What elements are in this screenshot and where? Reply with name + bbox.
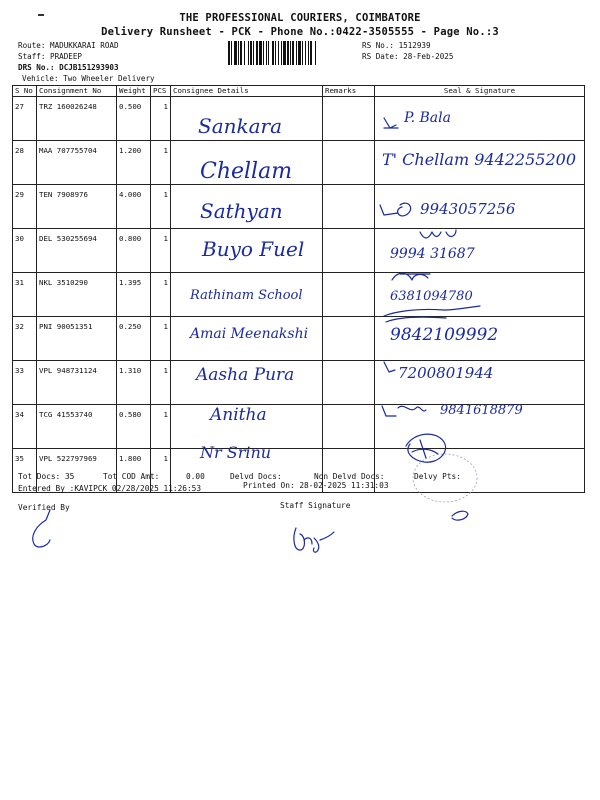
hw-consignee-7: Aasha Pura <box>196 365 295 385</box>
barcode-bar <box>305 41 306 65</box>
delvy-pts: Delvy Pts: <box>414 472 461 481</box>
barcode-bar <box>278 41 279 65</box>
tot-docs: Tot Docs: 35 <box>18 472 75 481</box>
cell-remarks <box>323 317 375 361</box>
hw-signature-1: P. Bala <box>404 110 451 126</box>
cell-consignee-details <box>171 97 323 141</box>
staff-text: Staff: PRADEEP <box>18 52 83 61</box>
cell-pcs: 1 <box>151 97 171 141</box>
non-delvd-docs: Non Delvd Docs: <box>314 472 385 481</box>
hw-signature-2: T' Chellam 9442255200 <box>382 150 576 169</box>
runsheet-table <box>12 85 585 493</box>
cell-sno: 28 <box>13 141 37 185</box>
barcode-bar <box>238 41 239 65</box>
hw-signature-3: 9943057256 <box>420 200 516 218</box>
cell-seal-signature <box>375 185 585 229</box>
cell-remarks <box>323 97 375 141</box>
hw-signature-6: 9842109992 <box>390 325 499 345</box>
cell-weight: 1.800 <box>117 449 151 493</box>
tot-cod-value: 0.00 <box>186 472 205 481</box>
barcode-bar <box>281 41 282 65</box>
barcode-bar <box>308 41 309 65</box>
drs-text: DRS No.: DCJB151293903 <box>18 63 119 72</box>
vehicle-text: Vehicle: Two Wheeler Delivery <box>22 74 155 83</box>
cell-weight: 0.580 <box>117 405 151 449</box>
cell-consignment-no: VPL 948731124 <box>37 361 117 405</box>
cell-pcs: 1 <box>151 317 171 361</box>
cell-consignee-details <box>171 229 323 273</box>
cell-sno: 35 <box>13 449 37 493</box>
col-signature: Seal & Signature <box>375 86 585 97</box>
cell-remarks <box>323 405 375 449</box>
cell-seal-signature <box>375 361 585 405</box>
cell-weight: 1.395 <box>117 273 151 317</box>
barcode-bar <box>296 41 297 65</box>
hw-consignee-1: Sankara <box>198 114 283 138</box>
cell-weight: 0.250 <box>117 317 151 361</box>
barcode-bar <box>263 41 264 65</box>
barcode-bar <box>259 41 262 65</box>
cell-seal-signature <box>375 229 585 273</box>
cell-consignment-no: TEN 7908976 <box>37 185 117 229</box>
cell-consignee-details <box>171 405 323 449</box>
rs-no-text: RS No.: 1512939 <box>362 41 431 50</box>
cell-consignment-no: PNI 90051351 <box>37 317 117 361</box>
hw-consignee-6: Amai Meenakshi <box>190 326 309 342</box>
barcode-bar <box>240 41 242 65</box>
hw-consignee-5: Rathinam School <box>190 288 303 303</box>
staff-signature-label: Staff Signature <box>280 501 351 510</box>
barcode-bar <box>248 41 249 65</box>
cell-consignee-details <box>171 317 323 361</box>
cell-pcs: 1 <box>151 141 171 185</box>
footer-scribble <box>452 511 468 520</box>
cell-consignee-details <box>171 185 323 229</box>
cell-remarks <box>323 141 375 185</box>
barcode-bar <box>290 41 291 65</box>
table-row <box>13 317 585 361</box>
table-row <box>13 273 585 317</box>
cell-sno: 34 <box>13 405 37 449</box>
barcode-bar <box>298 41 301 65</box>
barcode-bar <box>268 41 269 65</box>
cell-consignment-no: NKL 3510290 <box>37 273 117 317</box>
cell-remarks <box>323 229 375 273</box>
table-row <box>13 185 585 229</box>
cell-seal-signature <box>375 317 585 361</box>
verified-by-label: Verified By <box>18 503 70 512</box>
cell-consignment-no: TCG 41553740 <box>37 405 117 449</box>
col-remarks: Remarks <box>323 86 375 97</box>
rs-date-text: RS Date: 28-Feb-2025 <box>362 52 454 61</box>
cell-pcs: 1 <box>151 229 171 273</box>
cell-seal-signature <box>375 405 585 449</box>
hw-signature-5: 6381094780 <box>390 289 473 304</box>
cell-consignment-no: DEL 530255694 <box>37 229 117 273</box>
hw-consignee-8: Anitha <box>210 405 267 425</box>
table-row <box>13 141 585 185</box>
hw-consignee-3: Sathyan <box>200 199 283 223</box>
cell-seal-signature <box>375 449 585 493</box>
cell-consignee-details <box>171 141 323 185</box>
cell-sno: 31 <box>13 273 37 317</box>
table-row <box>13 405 585 449</box>
hw-consignee-9: Nr Srinu <box>200 443 272 462</box>
barcode-bar <box>275 41 276 65</box>
tot-cod-label: Tot COD Amt: <box>103 472 160 481</box>
barcode-bar <box>283 41 286 65</box>
col-weight: Weight <box>117 86 151 97</box>
cell-sno: 29 <box>13 185 37 229</box>
cell-pcs: 1 <box>151 273 171 317</box>
cell-sno: 30 <box>13 229 37 273</box>
col-consignment: Consignment No <box>37 86 117 97</box>
verified-signature <box>33 510 50 547</box>
hw-consignee-2: Chellam <box>200 159 293 184</box>
cell-pcs: 1 <box>151 185 171 229</box>
route-text: Route: MADUKKARAI ROAD <box>18 41 119 50</box>
barcode-bar <box>272 41 274 65</box>
cell-remarks <box>323 185 375 229</box>
cell-sno: 27 <box>13 97 37 141</box>
barcode-bar <box>231 41 232 65</box>
delvd-docs: Delvd Docs: <box>230 472 282 481</box>
cell-pcs: 1 <box>151 361 171 405</box>
barcode-bar <box>302 41 303 65</box>
cell-consignee-details <box>171 273 323 317</box>
col-pcs: PCS <box>151 86 171 97</box>
barcode-bar <box>287 41 289 65</box>
company-title: THE PROFESSIONAL COURIERS, COIMBATORE <box>179 12 421 24</box>
table-row <box>13 361 585 405</box>
barcode-bar <box>256 41 258 65</box>
cell-weight: 1.310 <box>117 361 151 405</box>
cell-remarks <box>323 273 375 317</box>
col-consignee: Consignee Details <box>171 86 323 97</box>
entered-by: Entered By :KAVIPCK 02/28/2025 11:26:53 <box>18 484 202 493</box>
cell-pcs: 1 <box>151 449 171 493</box>
cell-weight: 0.500 <box>117 97 151 141</box>
barcode-bar <box>292 41 294 65</box>
cell-seal-signature <box>375 273 585 317</box>
table-header-row <box>13 86 585 97</box>
col-sno: S No <box>13 86 37 97</box>
cell-weight: 1.200 <box>117 141 151 185</box>
cell-pcs: 1 <box>151 405 171 449</box>
barcode-bar <box>253 41 254 65</box>
barcode-bar <box>234 41 237 65</box>
table-row <box>13 229 585 273</box>
hw-signature-4: 9994 31687 <box>390 246 475 262</box>
cell-consignee-details <box>171 361 323 405</box>
cell-sno: 33 <box>13 361 37 405</box>
cell-weight: 4.000 <box>117 185 151 229</box>
hw-signature-7: 7200801944 <box>398 364 494 382</box>
hw-consignee-4: Buyo Fuel <box>202 237 305 261</box>
barcode-bar <box>250 41 252 65</box>
barcode-bar <box>266 41 267 65</box>
cell-consignment-no: MAA 707755704 <box>37 141 117 185</box>
barcode-image <box>228 41 352 65</box>
barcode-bar <box>244 41 245 65</box>
hw-signature-8: 9841618879 <box>440 403 523 418</box>
cell-sno: 32 <box>13 317 37 361</box>
runsheet-subtitle: Delivery Runsheet - PCK - Phone No.:0422-3505555 - Page No.:3 <box>101 26 499 38</box>
staff-signature-mark <box>294 528 334 552</box>
printed-on: Printed On: 28-02-2025 11:31:03 <box>243 481 389 490</box>
cell-consignment-no: VPL 522797969 <box>37 449 117 493</box>
cell-remarks <box>323 361 375 405</box>
cell-consignment-no: TRZ 160026248 <box>37 97 117 141</box>
cell-weight: 0.800 <box>117 229 151 273</box>
barcode-bar <box>310 41 312 65</box>
cell-seal-signature <box>375 141 585 185</box>
barcode-bar <box>228 41 230 65</box>
barcode-bar <box>315 41 316 65</box>
table-row <box>13 97 585 141</box>
cell-seal-signature <box>375 97 585 141</box>
